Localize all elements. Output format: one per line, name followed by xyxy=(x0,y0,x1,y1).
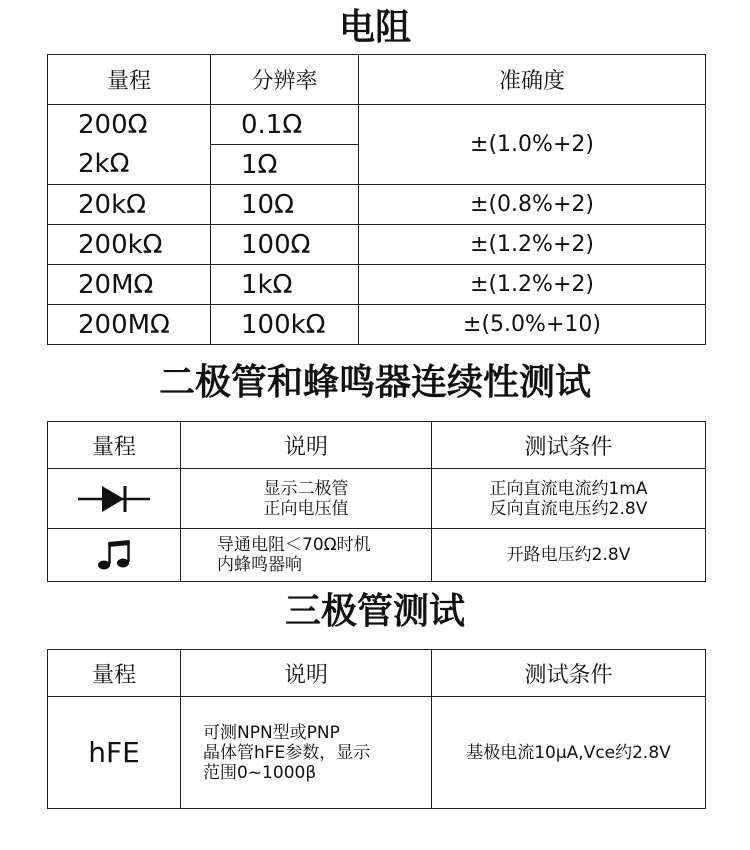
condition-line: 反向直流电压约2.8V xyxy=(489,498,648,519)
range-cell: 200MΩ xyxy=(48,305,211,345)
condition-line: 正向直流电流约1mA xyxy=(489,478,648,499)
description-line: 范围0~1000β xyxy=(203,762,317,783)
range-cell: 20MΩ xyxy=(48,265,211,305)
description-line: 晶体管hFE参数，显示 xyxy=(203,742,371,763)
diode-icon xyxy=(76,483,152,515)
resolution-cell: 100kΩ xyxy=(211,305,359,345)
header-test-condition: 测试条件 xyxy=(432,650,706,697)
resolution-cell: 1Ω xyxy=(211,145,359,185)
table-row xyxy=(48,105,706,145)
resolution-cell: 0.1Ω xyxy=(211,105,359,145)
header-description: 说明 xyxy=(181,422,432,469)
music-note-icon xyxy=(96,537,132,573)
range-cell: 20kΩ xyxy=(48,185,211,225)
range-cell: 200kΩ xyxy=(48,225,211,265)
transistor-header-row xyxy=(48,650,706,697)
hfe-description-cell xyxy=(181,697,432,809)
accuracy-cell: ±(1.0%+2) xyxy=(359,105,706,185)
resistance-header-row xyxy=(48,55,706,105)
diode-range-cell xyxy=(48,469,181,529)
resolution-cell: 1kΩ xyxy=(211,265,359,305)
header-range: 量程 xyxy=(48,422,181,469)
diode-buzzer-title: 二极管和蜂鸣器连续性测试 xyxy=(158,362,591,403)
accuracy-cell: ±(0.8%+2) xyxy=(359,185,706,225)
header-resolution: 分辨率 xyxy=(211,55,359,105)
table-row xyxy=(48,265,706,305)
table-row xyxy=(48,185,706,225)
header-accuracy: 准确度 xyxy=(359,55,706,105)
hfe-range-cell: hFE xyxy=(48,697,181,809)
resolution-cell: 100Ω xyxy=(211,225,359,265)
table-row xyxy=(48,529,706,582)
diode-condition-cell xyxy=(432,469,706,529)
transistor-table xyxy=(47,649,706,809)
description-line: 可测NPN型或PNP xyxy=(203,722,340,743)
hfe-condition-cell: 基极电流10μA,Vce约2.8V xyxy=(432,697,706,809)
description-line: 内蜂鸣器响 xyxy=(217,555,302,575)
description-line: 导通电阻＜70Ω时机 xyxy=(217,535,371,555)
resistance-title: 电阻 xyxy=(338,7,411,48)
accuracy-cell: ±(5.0%+10) xyxy=(359,305,706,345)
table-row xyxy=(48,225,706,265)
transistor-title: 三极管测试 xyxy=(284,591,465,632)
accuracy-cell: ±(1.2%+2) xyxy=(359,225,706,265)
header-range: 量程 xyxy=(48,650,181,697)
buzzer-description-cell xyxy=(181,529,432,582)
resistance-table xyxy=(47,54,706,345)
resolution-cell: 10Ω xyxy=(211,185,359,225)
range-cell: 2kΩ xyxy=(48,145,211,185)
buzzer-range-cell xyxy=(48,529,181,582)
accuracy-cell: ±(1.2%+2) xyxy=(359,265,706,305)
header-test-condition: 测试条件 xyxy=(432,422,706,469)
header-range: 量程 xyxy=(48,55,211,105)
diode-header-row xyxy=(48,422,706,469)
description-line: 正向电压值 xyxy=(263,498,349,519)
diode-description-cell xyxy=(181,469,432,529)
buzzer-condition-cell: 开路电压约2.8V xyxy=(432,529,706,582)
description-line: 显示二极管 xyxy=(263,478,349,499)
diode-buzzer-table xyxy=(47,421,706,582)
table-row xyxy=(48,469,706,529)
range-cell: 200Ω xyxy=(48,105,211,145)
table-row xyxy=(48,697,706,809)
header-description: 说明 xyxy=(181,650,432,697)
table-row xyxy=(48,305,706,345)
